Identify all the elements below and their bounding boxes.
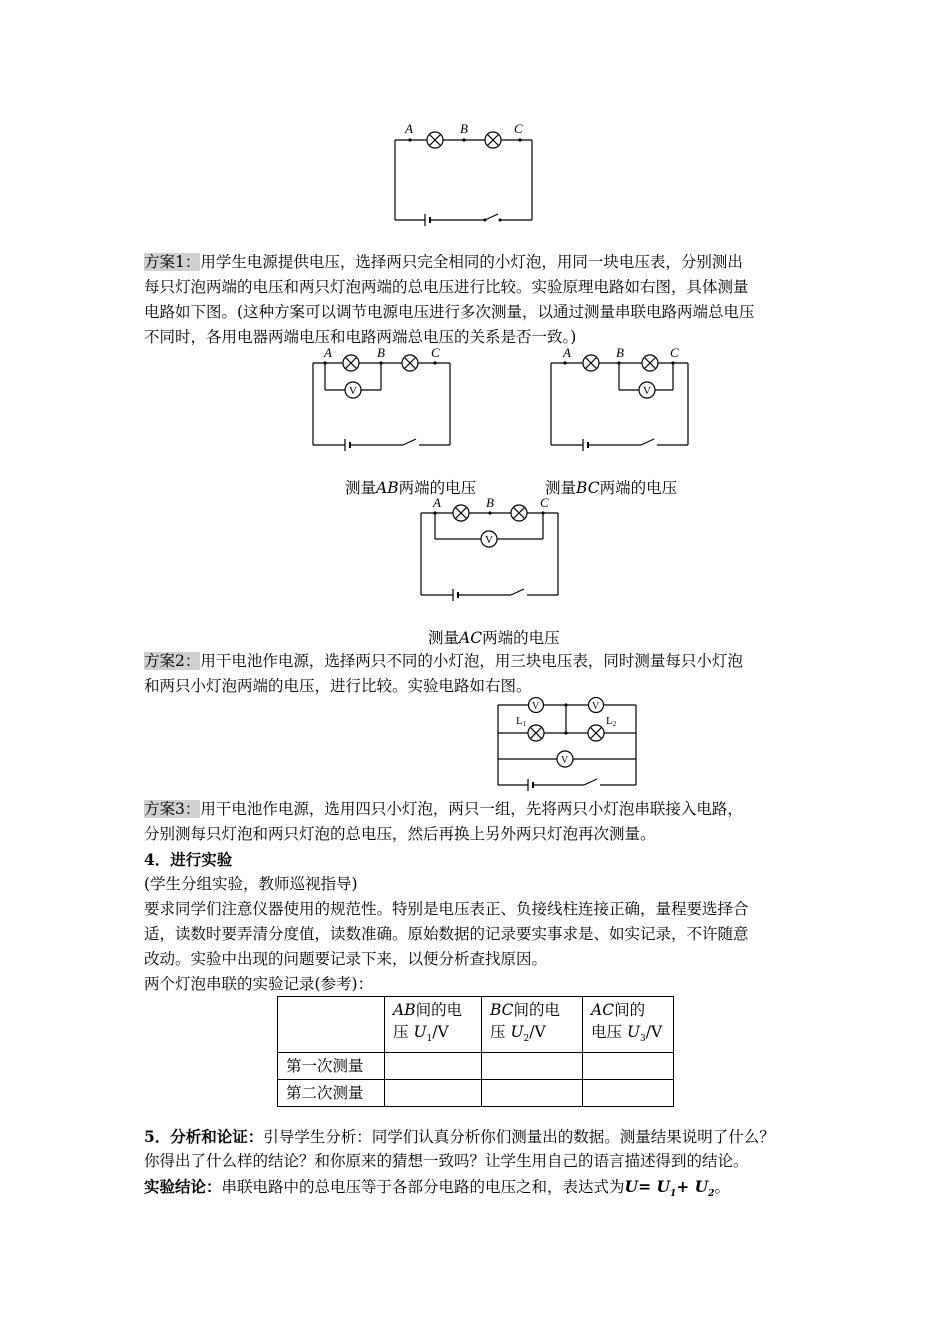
plan2-tag: 方案2： <box>144 652 201 670</box>
plan2-line1: 方案2：用干电池作电源，选择两只不同的小灯泡，用三块电压表，同时测量每只小灯泡 <box>144 652 743 670</box>
plan2-line2: 和两只小灯泡两端的电压，进行比较。实验电路如右图。 <box>144 677 532 695</box>
table-row <box>278 1053 674 1080</box>
circuit-three-voltmeters-diagram <box>490 697 645 792</box>
section4-line2: 适，读数时要弄清分度值，读数准确。原始数据的记录要实事求是、如实记录，不许随意 <box>144 925 749 943</box>
record-table <box>277 996 674 1107</box>
plan1-line2: 每只灯泡两端的电压和两只灯泡两端的总电压进行比较。实验原理电路如右图，具体测量 <box>144 278 749 296</box>
lamp2-label: L2 <box>606 715 617 728</box>
plan1-tag: 方案1： <box>144 253 201 271</box>
point-c-label: C <box>670 345 679 360</box>
section4-line1: 要求同学们注意仪器使用的规范性。特别是电压表正、负接线柱连接正确，量程要选择合 <box>144 900 749 918</box>
plan3-line1: 方案3：用干电池作电源，选用四只小灯泡，两只一组，先将两只小灯泡串联接入电路， <box>144 800 743 818</box>
voltmeter-label: V <box>485 534 493 546</box>
table-cell <box>583 1080 674 1107</box>
voltmeter-label: V <box>532 701 540 712</box>
table-cell <box>482 1080 583 1107</box>
point-a-label: A <box>405 121 413 136</box>
voltmeter-label: V <box>592 701 600 712</box>
formula: $U= U_1+ U_2$ <box>624 1177 715 1200</box>
table-cell <box>385 1080 482 1107</box>
point-b-label: B <box>460 121 468 136</box>
point-c-label: C <box>514 121 523 136</box>
point-a-label: A <box>563 345 571 360</box>
caption-ac: 测量AC两端的电压 <box>428 629 560 647</box>
plan1-line4: 不同时，各用电器两端电压和电路两端总电压的关系是否一致。) <box>144 328 577 346</box>
table-cell <box>482 1053 583 1080</box>
table-header-ac: AC间的 电压 $U_3/V$ <box>583 997 674 1053</box>
voltmeter-label: V <box>349 385 357 397</box>
table-row <box>278 1080 674 1107</box>
point-b-label: B <box>377 345 385 360</box>
table-cell <box>583 1053 674 1080</box>
point-b-label: B <box>486 495 494 510</box>
caption-bc: 测量BC两端的电压 <box>545 479 678 497</box>
table-header-ab: AB间的电 压 $U_1/V$ <box>385 997 482 1053</box>
table-corner-cell <box>278 997 385 1053</box>
conclusion-tag: 实验结论： <box>144 1177 222 1196</box>
plan1-line3: 电路如下图。(这种方案可以调节电源电压进行多次测量，以通过测量串联电路两端总电压 <box>144 303 755 321</box>
circuit-ac-diagram <box>413 493 573 605</box>
circuit-basic-diagram <box>380 115 550 230</box>
circuit-ab-diagram <box>305 345 465 455</box>
table-caption: 两个灯泡串联的实验记录(参考)： <box>144 975 374 993</box>
voltmeter-label: V <box>643 385 651 397</box>
row-label: 第二次测量 <box>278 1080 385 1107</box>
point-c-label: C <box>540 495 549 510</box>
table-cell <box>385 1053 482 1080</box>
circuit-bc-diagram <box>543 345 703 455</box>
section4-note: (学生分组实验，教师巡视指导) <box>144 875 358 893</box>
table-header-row <box>278 997 674 1053</box>
point-b-label: B <box>616 345 624 360</box>
section5-line2: 你得出了什么样的结论？和你原来的猜想一致吗？让学生用自己的语言描述得到的结论。 <box>144 1152 749 1170</box>
point-c-label: C <box>431 345 440 360</box>
point-a-label: A <box>433 495 441 510</box>
section4-line3: 改动。实验中出现的问题要记录下来，以便分析查找原因。 <box>144 950 548 968</box>
caption-ab: 测量AB两端的电压 <box>345 479 477 497</box>
conclusion-line: 实验结论：串联电路中的总电压等于各部分电路的电压之和，表达式为$U= U_1+ U_2$。 <box>144 1177 730 1200</box>
point-a-label: A <box>324 345 332 360</box>
lamp1-label: L1 <box>516 715 527 728</box>
plan3-line2: 分别测每只灯泡和两只灯泡的总电压，然后再换上另外两只灯泡再次测量。 <box>144 825 656 843</box>
voltmeter-label: V <box>561 755 569 766</box>
plan1-line1: 方案1：用学生电源提供电压，选择两只完全相同的小灯泡，用同一块电压表，分别测出 <box>144 253 743 271</box>
section5-line1: 5．分析和论证：引导学生分析：同学们认真分析你们测量出的数据。测量结果说明了什么？ <box>144 1127 775 1146</box>
plan3-tag: 方案3： <box>144 800 201 818</box>
table-header-bc: BC间的电 压 $U_2/V$ <box>482 997 583 1053</box>
section5-heading: 5．分析和论证： <box>144 1127 264 1146</box>
row-label: 第一次测量 <box>278 1053 385 1080</box>
section4-heading: 4．进行实验 <box>144 850 233 869</box>
